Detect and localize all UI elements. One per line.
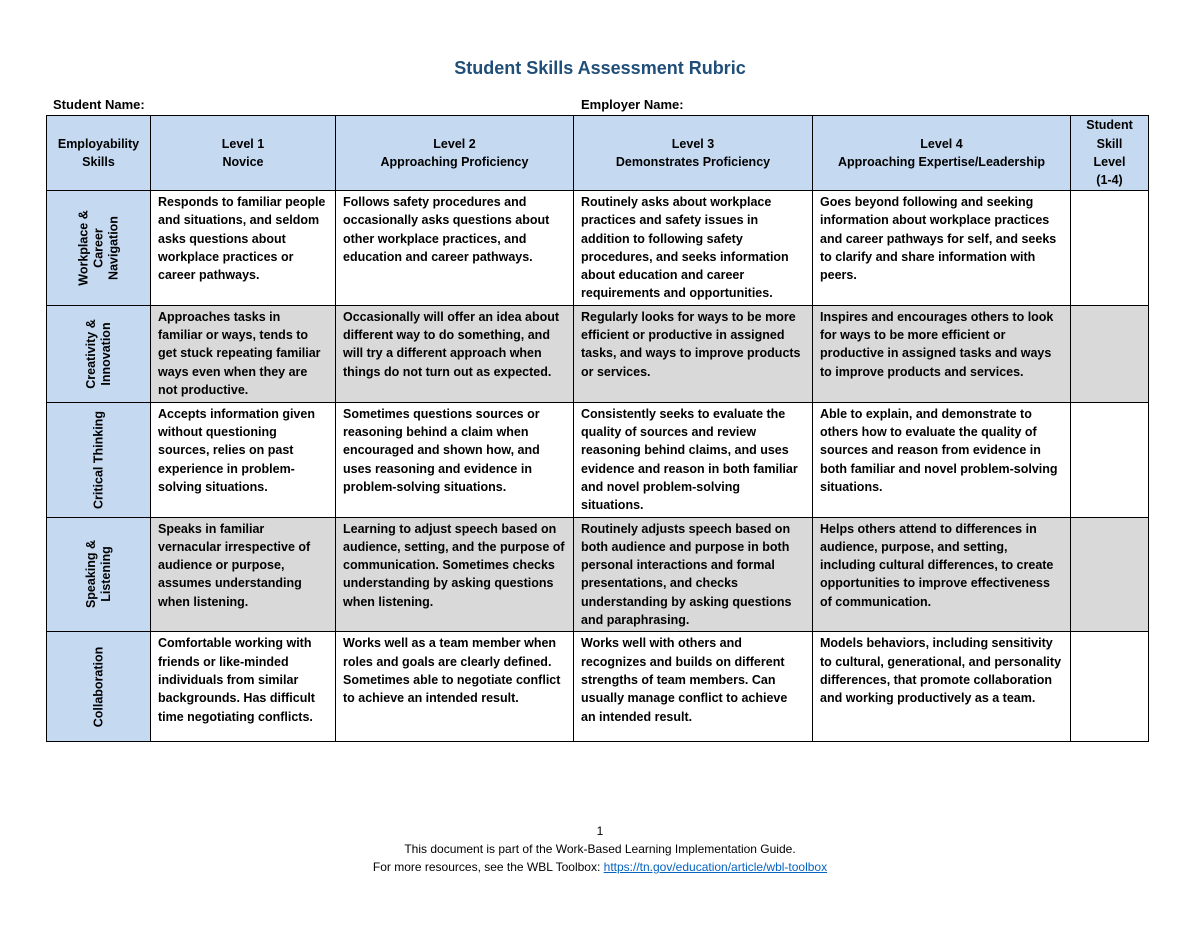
header-level-3 <box>574 116 813 191</box>
level-4-description: Goes beyond following and seeking information about workplace practices and career pathways for self, and seeks to clarify and share information with peers. <box>813 191 1071 306</box>
level-2-description: Follows safety procedures and occasionally asks questions about other workplace practices, and education and career pathways. <box>336 191 574 306</box>
skill-label: Speaking & Listening <box>83 540 113 609</box>
student-name-label: Student Name: <box>53 97 145 112</box>
skill-cell <box>47 632 151 742</box>
level-4-description: Models behaviors, including sensitivity to cultural, generational, and personality differences, that promote collaboration and working productively as a team. <box>813 632 1071 742</box>
skill-cell <box>47 305 151 402</box>
skill-cell <box>47 402 151 517</box>
skill-label: Critical Thinking <box>91 410 105 509</box>
header-level-1-name: Novice <box>222 155 264 169</box>
footer-guide-note: This document is part of the Work-Based Learning Implementation Guide. <box>404 842 796 856</box>
level-2-description: Works well as a team member when roles and goals are clearly defined. Sometimes able to negotiate conflict to achieve an intended result. <box>336 632 574 742</box>
score-cell[interactable] <box>1071 402 1149 517</box>
level-3-description: Routinely asks about workplace practices and safety issues in addition to following safety procedures, and seeks information about education and career requirements and opportunities. <box>574 191 813 306</box>
header-score-line-2: Skill <box>1096 136 1123 151</box>
header-score-line-1: Student <box>1086 118 1133 133</box>
header-level-3-name: Demonstrates Proficiency <box>615 155 771 169</box>
score-cell[interactable] <box>1071 191 1149 306</box>
level-4-description: Inspires and encourages others to look for ways to be more efficient or productive in assigned tasks and ways to improve products and services. <box>813 305 1071 402</box>
wbl-toolbox-link[interactable]: https://tn.gov/education/article/wbl-toolbox <box>603 860 828 874</box>
header-level-1-number: Level 1 <box>221 136 265 151</box>
skill-label: Workplace & Career Navigation <box>76 210 120 286</box>
rubric-table <box>46 115 1149 742</box>
page-number: 1 <box>596 824 604 838</box>
skill-cell <box>47 191 151 306</box>
level-3-description: Consistently seeks to evaluate the quality of sources and review reasoning behind claims, and uses evidence and reason in both familiar and novel problem-solving situations. <box>574 402 813 517</box>
score-cell[interactable] <box>1071 305 1149 402</box>
header-level-2-name: Approaching Proficiency <box>380 155 529 169</box>
page-footer <box>0 822 1200 876</box>
header-level-2-number: Level 2 <box>433 136 476 151</box>
header-level-4-number: Level 4 <box>920 136 963 151</box>
level-3-description: Routinely adjusts speech based on both audience and purpose in both personal interactions and formal presentations, and checks understanding by asking questions and paraphrasing. <box>574 517 813 632</box>
row-critical-thinking <box>47 402 1149 517</box>
header-skills-text: Employability Skills <box>57 136 140 169</box>
header-level-1 <box>151 116 336 191</box>
header-level-3-number: Level 3 <box>671 136 715 151</box>
skill-cell <box>47 517 151 632</box>
level-1-description: Comfortable working with friends or like-minded individuals from similar backgrounds. Has difficult time negotiating conflicts. <box>151 632 336 742</box>
level-1-description: Accepts information given without questioning sources, relies on past experience in problem-solving situations. <box>151 402 336 517</box>
header-skills <box>47 116 151 191</box>
header-level-4-name: Approaching Expertise/Leadership <box>838 155 1045 169</box>
level-1-description: Speaks in familiar vernacular irrespective of audience or purpose, assumes understanding when listening. <box>151 517 336 632</box>
level-1-description: Approaches tasks in familiar or ways, tends to get stuck repeating familiar ways even when they are not productive. <box>151 305 336 402</box>
employer-name-label: Employer Name: <box>581 97 684 112</box>
level-3-description: Regularly looks for ways to be more efficient or productive in assigned tasks, and ways to improve products or services. <box>574 305 813 402</box>
footer-resources-text: For more resources, see the WBL Toolbox: <box>372 860 604 874</box>
header-row <box>47 116 1149 191</box>
header-level-4 <box>813 116 1071 191</box>
level-2-description: Occasionally will offer an idea about different way to do something, and will try a different approach when things do not turn out as expected. <box>336 305 574 402</box>
row-workplace-career-navigation <box>47 191 1149 306</box>
level-4-description: Able to explain, and demonstrate to others how to evaluate the quality of sources and reason from evidence in both familiar and novel problem-solving situations. <box>813 402 1071 517</box>
header-student-skill-level <box>1071 116 1149 191</box>
footer-resources-line <box>0 858 1200 876</box>
level-3-description: Works well with others and recognizes and builds on different strengths of team members. Can usually manage conflict to achieve an intended result. <box>574 632 813 742</box>
header-score-line-4: (1-4) <box>1096 173 1123 188</box>
score-cell[interactable] <box>1071 632 1149 742</box>
skill-label: Creativity & Innovation <box>83 319 113 389</box>
level-2-description: Sometimes questions sources or reasoning behind a claim when encouraged and shown how, and uses reasoning and evidence in problem-solving situations. <box>336 402 574 517</box>
level-2-description: Learning to adjust speech based on audience, setting, and the purpose of communication. Sometimes checks understanding by asking questions when listening. <box>336 517 574 632</box>
level-1-description: Responds to familiar people and situations, and seldom asks questions about workplace practices or career pathways. <box>151 191 336 306</box>
score-cell[interactable] <box>1071 517 1149 632</box>
row-speaking-listening <box>47 517 1149 632</box>
header-level-2 <box>336 116 574 191</box>
level-4-description: Helps others attend to differences in audience, purpose, and setting, including cultural differences, to create opportunities to improve effectiveness of communication. <box>813 517 1071 632</box>
row-creativity-innovation <box>47 305 1149 402</box>
document-title: Student Skills Assessment Rubric <box>454 58 746 78</box>
skill-label: Collaboration <box>91 646 105 728</box>
row-collaboration <box>47 632 1149 742</box>
header-score-line-3: Level <box>1093 155 1126 169</box>
